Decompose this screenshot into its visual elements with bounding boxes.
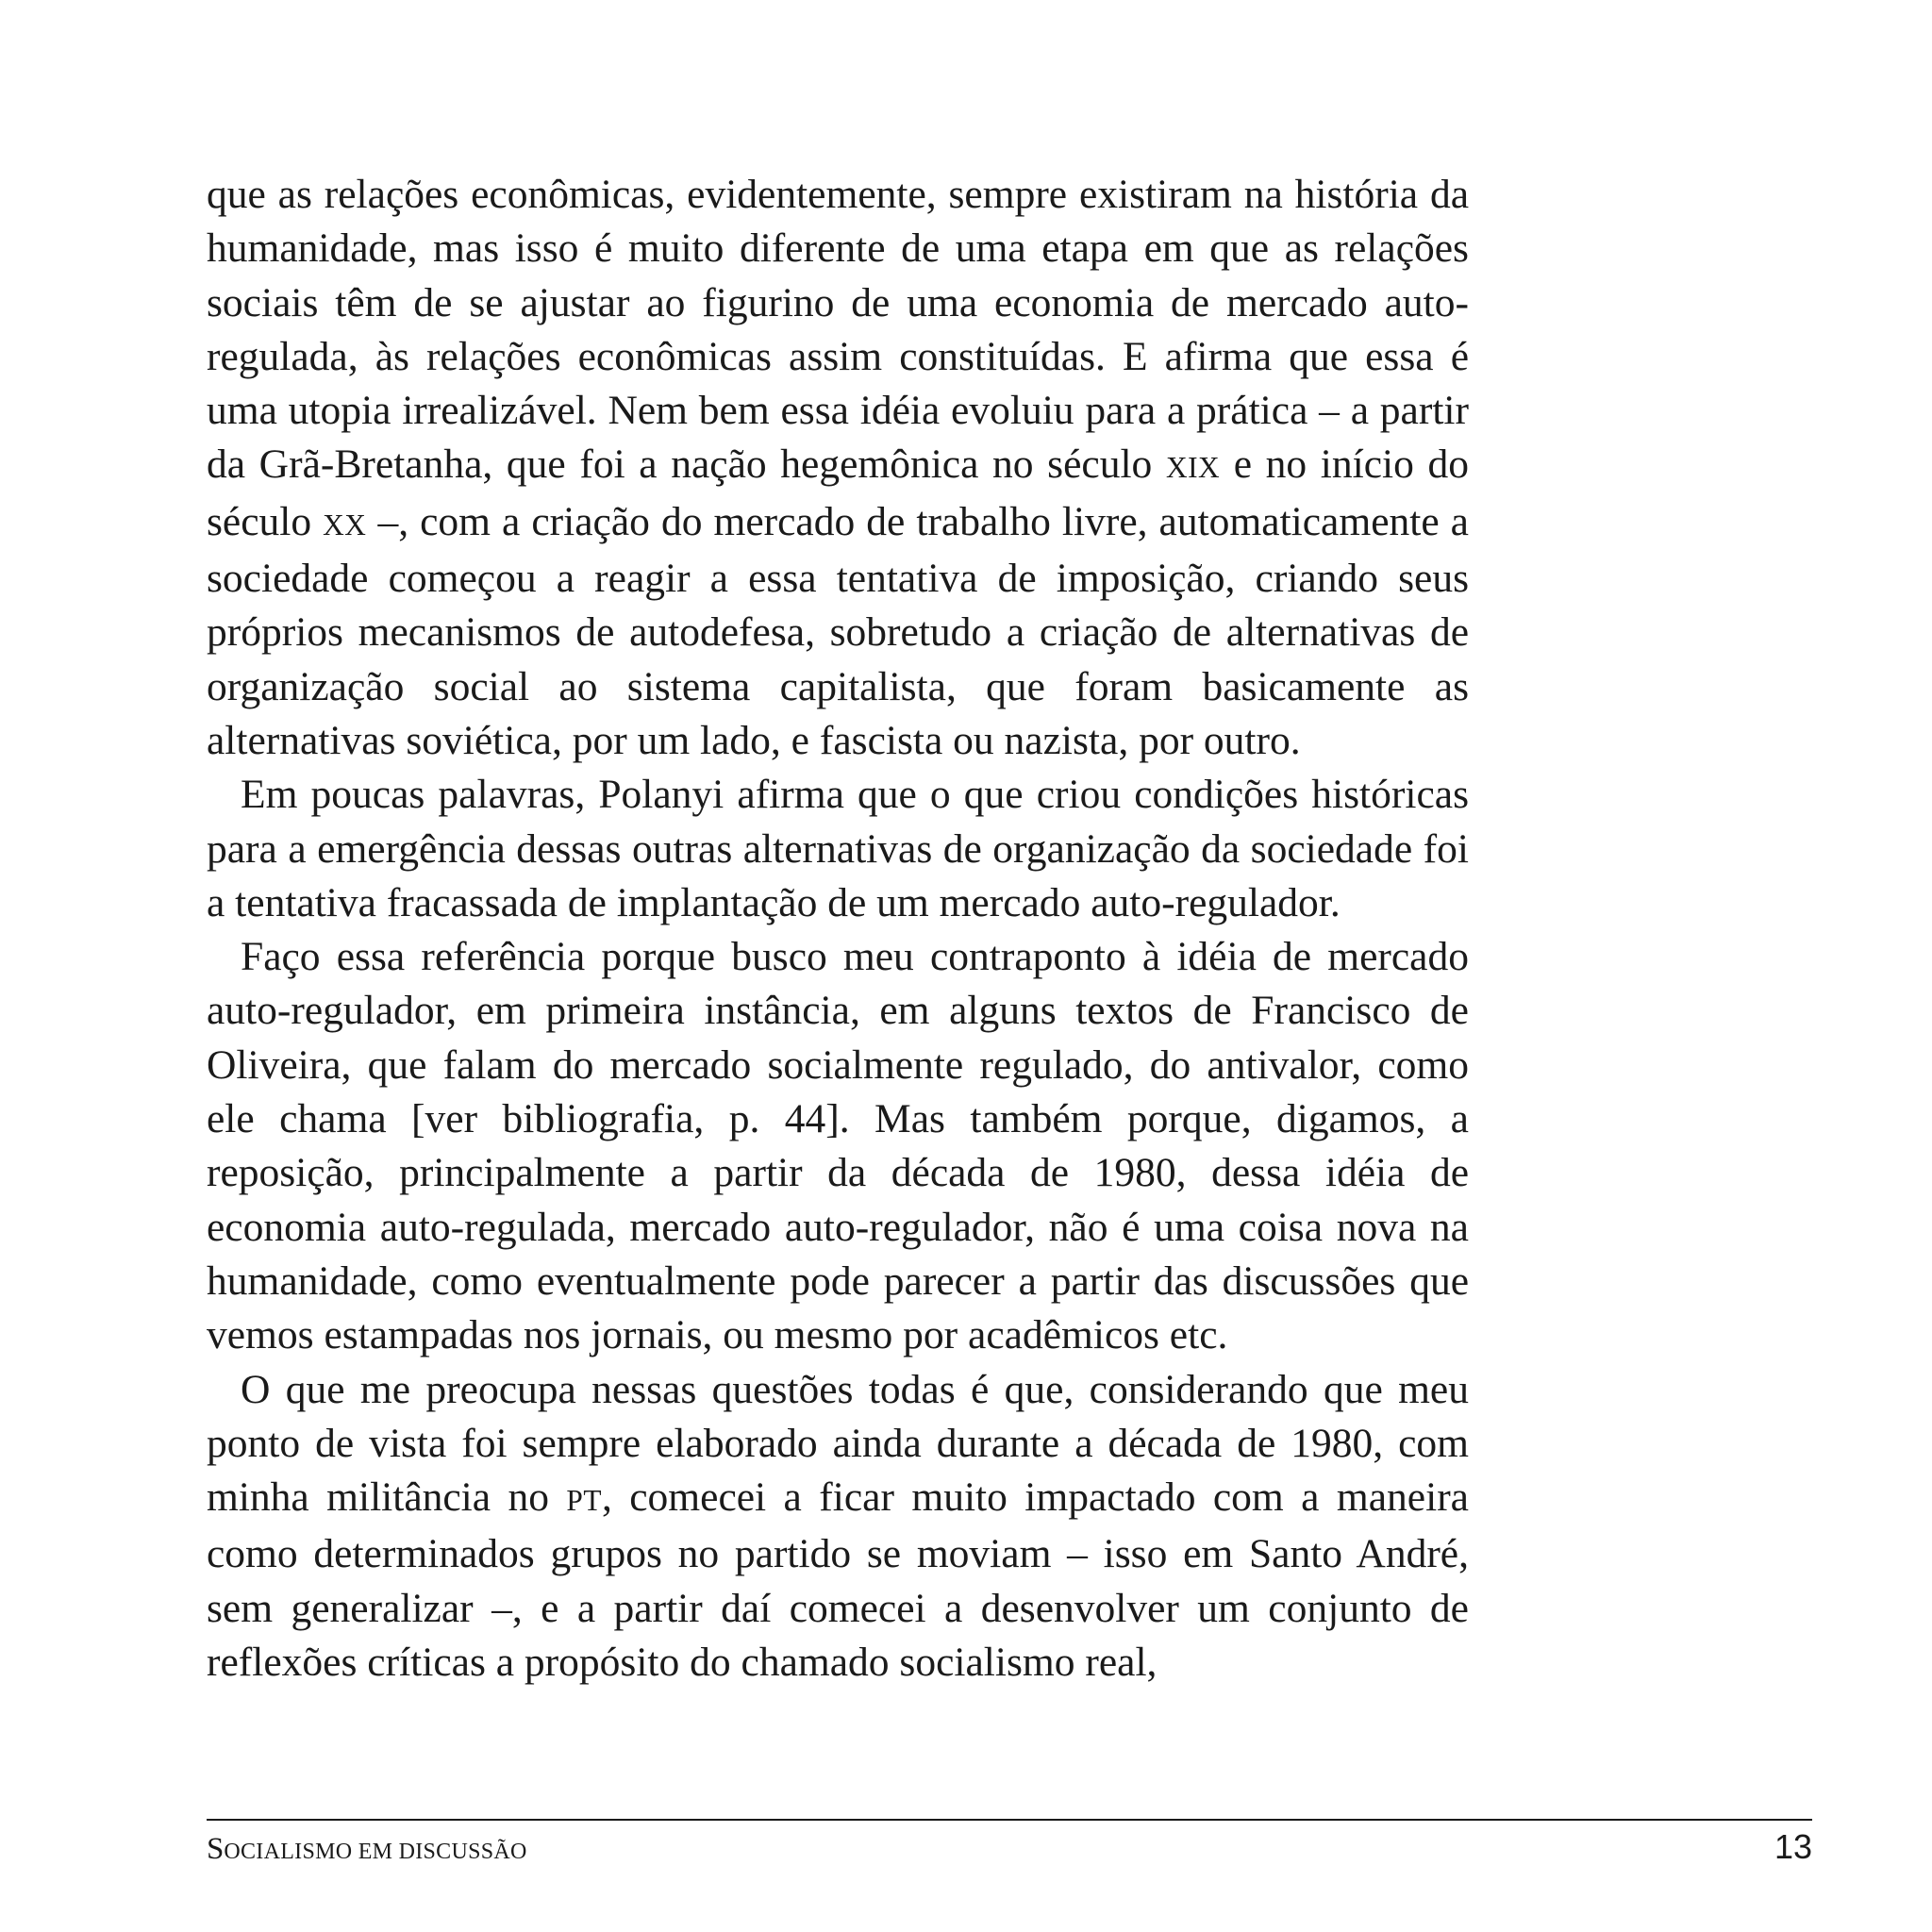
footer-title-rest: OCIALISMO EM DISCUSSÃO bbox=[224, 1840, 527, 1864]
paragraph-1-roman-xix: XIX bbox=[1165, 451, 1221, 485]
paragraph-1-part-3: e no início do século bbox=[207, 441, 1470, 544]
paragraph-4-part-1: O que me preocupa nessas questões todas é que, considerando que meu ponto de vista foi sempre elaborado ainda durante a década de 1980, com minha militância no bbox=[207, 1366, 1469, 1521]
running-footer-title bbox=[207, 1830, 527, 1871]
paragraph-3-text: Faço essa referência porque busco meu contraponto à idéia de mercado auto-regulador, em primeira instância, em alguns textos de Francisco de Oliveira, que falam do mercado socialmente regulado, do antivalor, como ele chama [ver bibliografia, p. 44]. Mas também porque, digamos, a reposição, principalmente a partir da década de 1980, dessa idéia de economia auto-regulada, mercado auto-regulador, não é uma coisa nova na humanidade, como eventualmente pode parecer a partir das discussões que vemos estampadas nos jornais, ou mesmo por acadêmicos etc. bbox=[207, 934, 1469, 1358]
page-number: 13 bbox=[1774, 1827, 1812, 1866]
paragraph-3 bbox=[207, 930, 1469, 1362]
paragraph-1 bbox=[207, 168, 1469, 768]
paragraph-1-part-5: –, com a criação do mercado de trabalho livre, automaticamente a sociedade começou a reagir a essa tentativa de imposição, criando seus próprios mecanismos de autodefesa, sobretudo a criação de alternativas de organização social ao sistema capitalista, que foram basicamente as alternativas soviética, por um lado, e fascista ou nazista, por outro. bbox=[207, 498, 1469, 763]
footer-title-initial: S bbox=[207, 1832, 225, 1866]
paragraph-4 bbox=[207, 1363, 1469, 1690]
paragraph-1-part-1: que as relações econômicas, evidentemente, sempre existiram na história da humanidade, mas isso é muito diferente de uma etapa em que as relações sociais têm de se ajustar ao figurino de uma economia de mercado auto-regulada, às relações econômicas assim constituídas. E afirma que essa é uma utopia irrealizável. Nem bem essa idéia evoluiu para a prática – a partir da Grã-Bretanha, que foi a nação hegemônica no século bbox=[207, 172, 1469, 488]
paragraph-4-acronym-pt: PT bbox=[566, 1484, 602, 1518]
body-text bbox=[207, 168, 1469, 1690]
paragraph-1-roman-xx: XX bbox=[323, 508, 367, 541]
paragraph-4-part-3: , comecei a ficar muito impactado com a maneira como determinados grupos no partido se moviam – isso em Santo André, sem generalizar –, e a partir daí comecei a desenvolver um conjunto de reflexões críticas a propósito do chamado socialismo real, bbox=[207, 1474, 1469, 1686]
footer-divider bbox=[207, 1819, 1812, 1821]
paragraph-2 bbox=[207, 768, 1469, 930]
paragraph-2-text: Em poucas palavras, Polanyi afirma que o que criou condições históricas para a emergência dessas outras alternativas de organização da sociedade foi a tentativa fracassada de implantação de um mercado auto-regulador. bbox=[207, 772, 1469, 925]
